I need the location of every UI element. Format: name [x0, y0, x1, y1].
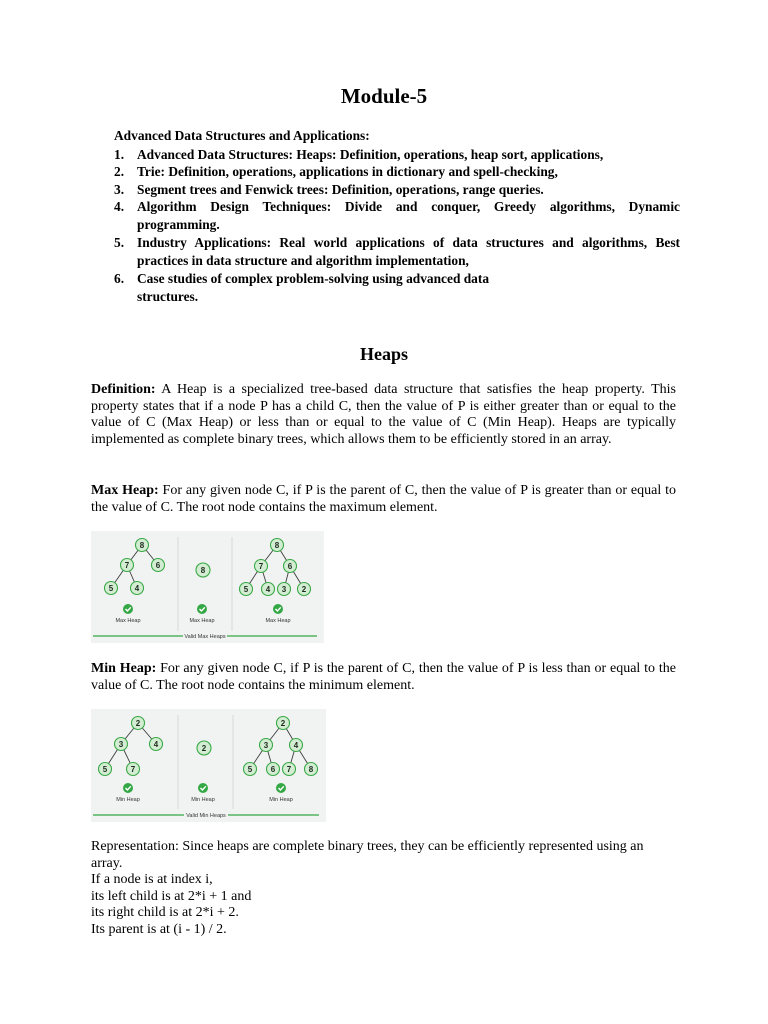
heap-node — [283, 763, 296, 776]
figure-caption: Max Heap — [265, 618, 291, 624]
outline-item: 4. Algorithm Design Techniques: Divide and conquer, Greedy algorithms, Dynamic programming. — [114, 199, 680, 232]
heap-node — [284, 560, 297, 573]
max-tree-1 — [105, 539, 165, 595]
svg-text:3: 3 — [281, 585, 287, 594]
svg-text:8: 8 — [139, 541, 145, 550]
heap-node — [121, 559, 134, 572]
check-icon — [123, 783, 133, 793]
svg-text:2: 2 — [301, 585, 307, 594]
heap-node — [105, 582, 118, 595]
heap-node — [152, 559, 165, 572]
svg-text:5: 5 — [102, 765, 108, 774]
figure-footer: Valid Max Heaps — [184, 634, 226, 640]
heap-node — [132, 717, 145, 730]
svg-text:7: 7 — [124, 561, 130, 570]
representation-line: its left child is at 2*i + 1 and — [91, 888, 252, 904]
check-icon — [276, 783, 286, 793]
max-tree-2 — [196, 563, 210, 577]
min-heap-paragraph: Min Heap: For any given node C, if P is the parent of C, then the value of P is less than or equal to the value of C. The root node contains the minimum element. — [91, 661, 676, 693]
min-tree-2 — [197, 741, 211, 755]
svg-text:5: 5 — [108, 584, 114, 593]
figure-footer: Valid Min Heaps — [186, 813, 226, 819]
check-icon — [198, 783, 208, 793]
svg-text:7: 7 — [130, 765, 136, 774]
heap-node — [244, 763, 257, 776]
heap-node — [267, 763, 280, 776]
heap-node — [305, 763, 318, 776]
svg-text:2: 2 — [201, 744, 207, 753]
heap-node — [271, 539, 284, 552]
heap-node — [255, 560, 268, 573]
module-title: Module-5 — [340, 84, 428, 108]
figure-caption: Max Heap — [189, 618, 215, 624]
heap-node — [240, 583, 253, 596]
outline-item: 1. Advanced Data Structures: Heaps: Definition, operations, heap sort, applications, — [114, 146, 604, 162]
heap-node — [298, 583, 311, 596]
min-heap-label: Min Heap: — [91, 661, 157, 676]
svg-text:4: 4 — [293, 741, 299, 750]
svg-text:6: 6 — [155, 561, 161, 570]
representation-line: Representation: Since heaps are complete binary trees, they can be efficiently represented using an array. — [91, 839, 644, 871]
heap-node — [131, 582, 144, 595]
svg-text:3: 3 — [263, 741, 269, 750]
outline-intro: Advanced Data Structures and Applications: — [114, 128, 370, 143]
svg-text:8: 8 — [274, 541, 280, 550]
svg-text:2: 2 — [135, 719, 141, 728]
svg-text:7: 7 — [286, 765, 292, 774]
heap-node — [278, 583, 291, 596]
heap-node — [196, 563, 210, 577]
heap-node — [136, 539, 149, 552]
outline-item: 2. Trie: Definition, operations, applications in dictionary and spell-checking, — [114, 164, 558, 179]
svg-text:4: 4 — [265, 585, 271, 594]
check-icon — [273, 604, 283, 614]
heap-node — [197, 741, 211, 755]
module-outline — [114, 127, 680, 305]
heap-node — [150, 738, 163, 751]
min-heap-figure — [91, 709, 326, 822]
svg-text:3: 3 — [118, 740, 124, 749]
min-tree-1 — [99, 717, 163, 776]
representation-line: If a node is at index i, — [91, 872, 213, 888]
representation-line: Its parent is at (i - 1) / 2. — [91, 921, 227, 937]
max-heap-figure — [91, 531, 324, 643]
check-icon — [197, 604, 207, 614]
heap-node — [262, 583, 275, 596]
heaps-heading: Heaps — [359, 344, 408, 364]
figure-caption: Min Heap — [269, 797, 293, 803]
heap-node — [277, 717, 290, 730]
svg-text:2: 2 — [280, 719, 286, 728]
definition-paragraph: Definition: A Heap is a specialized tree-based data structure that satisfies the heap property. This property states that if a node P has a child C, then the value of P is either greater than or equal to the value of C (Max Heap) or less than or equal to the value of C (Min Heap). Heaps are typically implemented as complete binary trees, which allows them to be efficiently stored in an array. — [91, 382, 676, 447]
outline-list — [114, 146, 680, 306]
max-tree-3 — [240, 539, 311, 596]
svg-text:7: 7 — [258, 562, 264, 571]
svg-text:4: 4 — [153, 740, 159, 749]
svg-text:4: 4 — [134, 584, 140, 593]
max-heap-paragraph: Max Heap: For any given node C, if P is the parent of C, then the value of P is greater than or equal to the value of C. The root node contains the maximum element. — [91, 483, 677, 515]
min-tree-3 — [244, 717, 318, 776]
representation-block — [91, 839, 676, 939]
svg-text:5: 5 — [243, 585, 249, 594]
figure-caption: Min Heap — [191, 797, 215, 803]
heap-node — [127, 763, 140, 776]
svg-text:6: 6 — [270, 765, 276, 774]
figure-caption: Min Heap — [116, 797, 140, 803]
check-icon — [123, 604, 133, 614]
outline-item: 6. Case studies of complex problem-solving using advanced data structures. — [114, 271, 490, 304]
heap-node — [260, 739, 273, 752]
outline-item: 5. Industry Applications: Real world applications of data structures and algorithms, Best practices in data structure and algorithm implementation, — [114, 235, 680, 268]
max-heap-label: Max Heap: — [91, 483, 159, 498]
svg-text:8: 8 — [308, 765, 314, 774]
heap-node — [115, 738, 128, 751]
heap-node — [290, 739, 303, 752]
svg-text:8: 8 — [200, 566, 206, 575]
outline-item: 3. Segment trees and Fenwick trees: Definition, operations, range queries. — [114, 181, 544, 197]
definition-label: Definition: — [91, 382, 156, 397]
svg-text:6: 6 — [287, 562, 293, 571]
figure-caption: Max Heap — [115, 618, 141, 624]
heap-node — [99, 763, 112, 776]
svg-text:5: 5 — [247, 765, 253, 774]
representation-line: its right child is at 2*i + 2. — [91, 905, 239, 921]
